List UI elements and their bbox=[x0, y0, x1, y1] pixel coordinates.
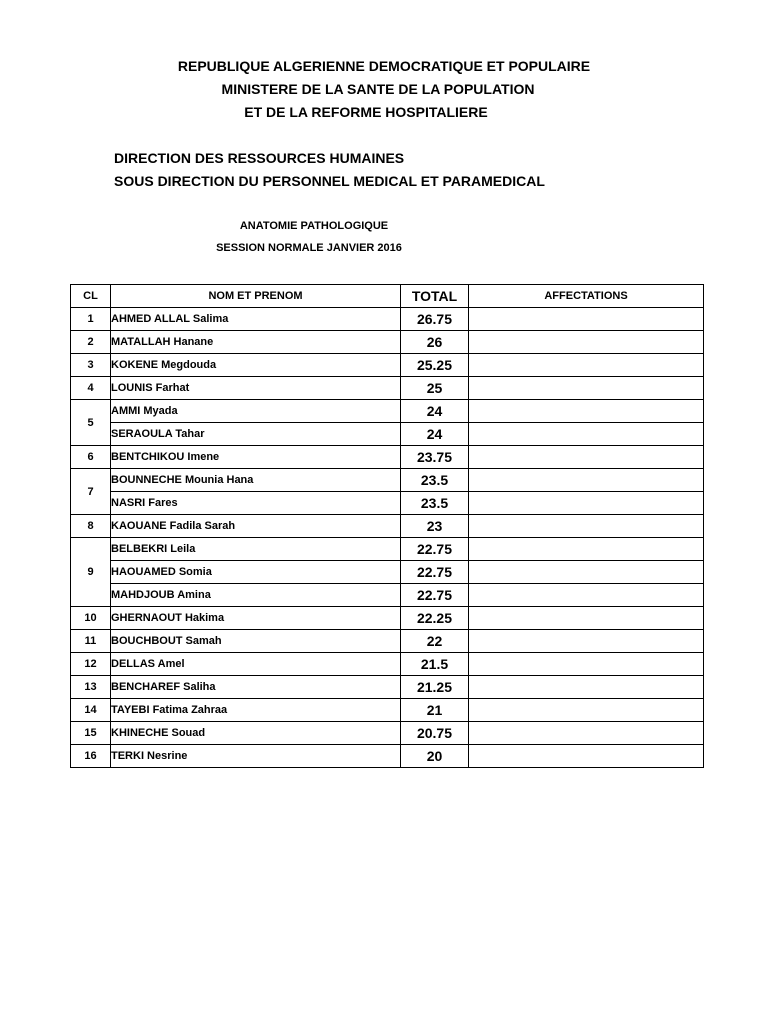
name-cell: BOUCHBOUT Samah bbox=[111, 630, 401, 653]
name-cell: NASRI Fares bbox=[111, 492, 401, 515]
results-table bbox=[70, 284, 704, 768]
table-row bbox=[71, 308, 704, 331]
table-row bbox=[71, 400, 704, 423]
affectation-cell bbox=[469, 377, 704, 400]
column-header-total: TOTAL bbox=[401, 285, 469, 308]
affectation-cell bbox=[469, 699, 704, 722]
rank-cell: 6 bbox=[71, 446, 111, 469]
name-cell: BENTCHIKOU Imene bbox=[111, 446, 401, 469]
name-cell: BENCHAREF Saliha bbox=[111, 676, 401, 699]
affectation-cell bbox=[469, 745, 704, 768]
rank-cell: 14 bbox=[71, 699, 111, 722]
direction-title: DIRECTION DES RESSOURCES HUMAINES bbox=[114, 150, 405, 166]
affectation-cell bbox=[469, 515, 704, 538]
table-row bbox=[71, 722, 704, 745]
specialty-title: ANATOMIE PATHOLOGIQUE bbox=[239, 220, 389, 232]
session-title: SESSION NORMALE JANVIER 2016 bbox=[216, 242, 402, 254]
name-cell: MATALLAH Hanane bbox=[111, 331, 401, 354]
affectation-cell bbox=[469, 722, 704, 745]
total-cell: 23.75 bbox=[401, 446, 469, 469]
table-row bbox=[71, 492, 704, 515]
table-row bbox=[71, 699, 704, 722]
total-cell: 21.25 bbox=[401, 676, 469, 699]
total-cell: 23.5 bbox=[401, 492, 469, 515]
name-cell: AHMED ALLAL Salima bbox=[111, 308, 401, 331]
name-cell: LOUNIS Farhat bbox=[111, 377, 401, 400]
affectation-cell bbox=[469, 630, 704, 653]
name-cell: TAYEBI Fatima Zahraa bbox=[111, 699, 401, 722]
total-cell: 24 bbox=[401, 400, 469, 423]
total-cell: 22.75 bbox=[401, 561, 469, 584]
name-cell: KAOUANE Fadila Sarah bbox=[111, 515, 401, 538]
affectation-cell bbox=[469, 400, 704, 423]
table-row bbox=[71, 377, 704, 400]
name-cell: BELBEKRI Leila bbox=[111, 538, 401, 561]
total-cell: 23 bbox=[401, 515, 469, 538]
column-header-rank: CL bbox=[71, 285, 111, 308]
rank-cell: 11 bbox=[71, 630, 111, 653]
rank-cell: 13 bbox=[71, 676, 111, 699]
table-row bbox=[71, 515, 704, 538]
name-cell: HAOUAMED Somia bbox=[111, 561, 401, 584]
total-cell: 20 bbox=[401, 745, 469, 768]
affectation-cell bbox=[469, 446, 704, 469]
table-row bbox=[71, 538, 704, 561]
name-cell: AMMI Myada bbox=[111, 400, 401, 423]
rank-cell: 15 bbox=[71, 722, 111, 745]
table-row bbox=[71, 469, 704, 492]
total-cell: 26 bbox=[401, 331, 469, 354]
column-header-affectations: AFFECTATIONS bbox=[469, 285, 704, 308]
total-cell: 23.5 bbox=[401, 469, 469, 492]
rank-cell: 10 bbox=[71, 607, 111, 630]
table-row bbox=[71, 423, 704, 446]
total-cell: 21 bbox=[401, 699, 469, 722]
rank-cell: 7 bbox=[71, 469, 111, 515]
affectation-cell bbox=[469, 469, 704, 492]
total-cell: 22.75 bbox=[401, 538, 469, 561]
affectation-cell bbox=[469, 308, 704, 331]
header-ministry: MINISTERE DE LA SANTE DE LA POPULATION bbox=[221, 81, 535, 97]
rank-cell: 1 bbox=[71, 308, 111, 331]
name-cell: KHINECHE Souad bbox=[111, 722, 401, 745]
table-row bbox=[71, 630, 704, 653]
table-row bbox=[71, 331, 704, 354]
table-row bbox=[71, 354, 704, 377]
table-header-row bbox=[71, 285, 704, 308]
rank-cell: 3 bbox=[71, 354, 111, 377]
rank-cell: 12 bbox=[71, 653, 111, 676]
name-cell: TERKI Nesrine bbox=[111, 745, 401, 768]
header-ministry-cont: ET DE LA REFORME HOSPITALIERE bbox=[244, 104, 488, 120]
table-row bbox=[71, 653, 704, 676]
total-cell: 26.75 bbox=[401, 308, 469, 331]
affectation-cell bbox=[469, 653, 704, 676]
total-cell: 25 bbox=[401, 377, 469, 400]
table-row bbox=[71, 745, 704, 768]
rank-cell: 9 bbox=[71, 538, 111, 607]
name-cell: KOKENE Megdouda bbox=[111, 354, 401, 377]
affectation-cell bbox=[469, 607, 704, 630]
total-cell: 22 bbox=[401, 630, 469, 653]
total-cell: 25.25 bbox=[401, 354, 469, 377]
affectation-cell bbox=[469, 676, 704, 699]
total-cell: 20.75 bbox=[401, 722, 469, 745]
rank-cell: 4 bbox=[71, 377, 111, 400]
affectation-cell bbox=[469, 584, 704, 607]
affectation-cell bbox=[469, 561, 704, 584]
table-row bbox=[71, 607, 704, 630]
table-row bbox=[71, 676, 704, 699]
name-cell: DELLAS Amel bbox=[111, 653, 401, 676]
total-cell: 22.25 bbox=[401, 607, 469, 630]
table-row bbox=[71, 561, 704, 584]
sub-direction-title: SOUS DIRECTION DU PERSONNEL MEDICAL ET PARAMEDICAL bbox=[114, 173, 545, 189]
results-body bbox=[71, 308, 704, 768]
name-cell: GHERNAOUT Hakima bbox=[111, 607, 401, 630]
affectation-cell bbox=[469, 423, 704, 446]
table-row bbox=[71, 446, 704, 469]
total-cell: 22.75 bbox=[401, 584, 469, 607]
total-cell: 21.5 bbox=[401, 653, 469, 676]
table-row bbox=[71, 584, 704, 607]
total-cell: 24 bbox=[401, 423, 469, 446]
affectation-cell bbox=[469, 492, 704, 515]
affectation-cell bbox=[469, 354, 704, 377]
rank-cell: 2 bbox=[71, 331, 111, 354]
rank-cell: 5 bbox=[71, 400, 111, 446]
affectation-cell bbox=[469, 538, 704, 561]
affectation-cell bbox=[469, 331, 704, 354]
column-header-name: NOM ET PRENOM bbox=[111, 285, 401, 308]
name-cell: BOUNNECHE Mounia Hana bbox=[111, 469, 401, 492]
rank-cell: 16 bbox=[71, 745, 111, 768]
name-cell: MAHDJOUB Amina bbox=[111, 584, 401, 607]
rank-cell: 8 bbox=[71, 515, 111, 538]
header-republic: REPUBLIQUE ALGERIENNE DEMOCRATIQUE ET POPULAIRE bbox=[177, 58, 591, 74]
name-cell: SERAOULA Tahar bbox=[111, 423, 401, 446]
